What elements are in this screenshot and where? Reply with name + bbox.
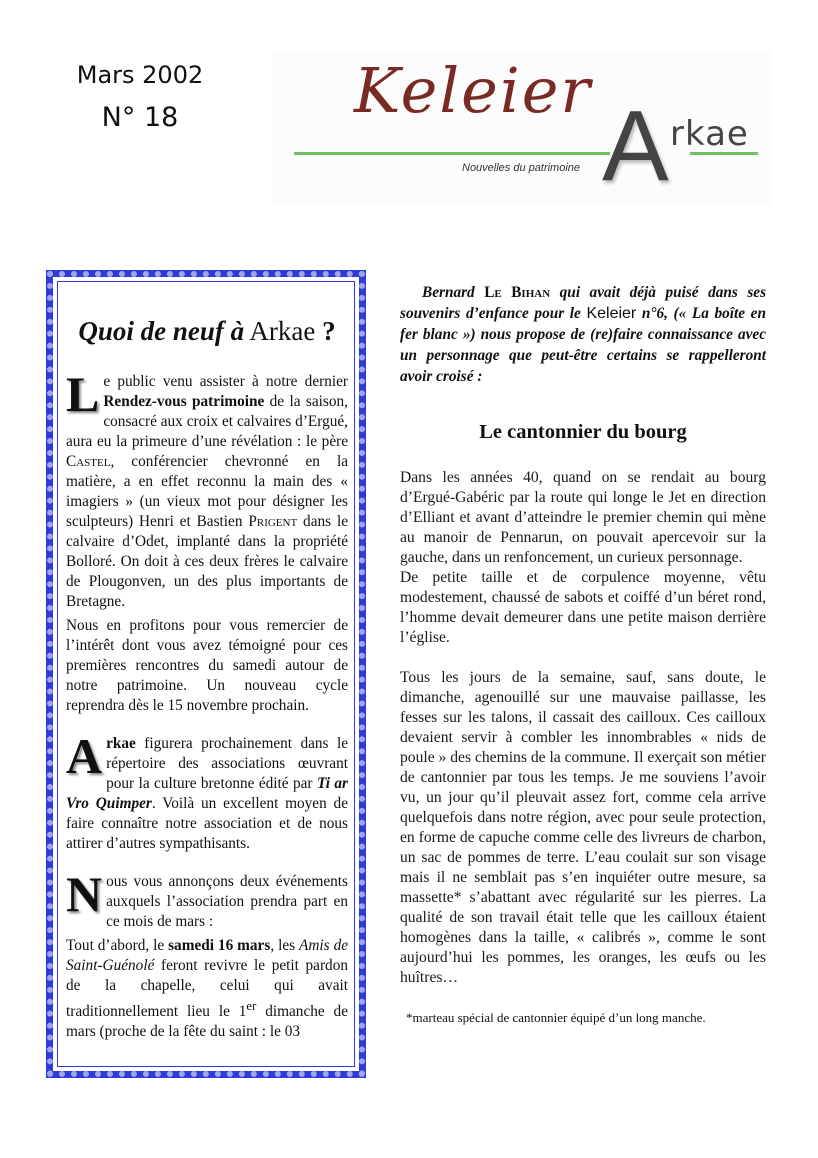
sidebar-title-question: ? <box>322 316 336 346</box>
keleier-arkae-logo <box>272 50 772 206</box>
name-castel: Castel <box>66 453 111 470</box>
news-sidebar-inner <box>57 281 355 1067</box>
text-span: . Voilà un excellent moyen de faire connaître notre association et de nous attirer d’autres sympathisants. <box>66 795 348 852</box>
article-footnote: *marteau spécial de cantonnier équipé d’un long manche. <box>406 1010 706 1025</box>
text-span: , les <box>270 937 300 954</box>
text-span: qui avait déjà puisé dans ses souvenirs d’enfance pour le <box>400 284 767 322</box>
text-span: n°6, (« La boîte en fer blanc ») nous propose de (re)faire connaissance avec un personnage que peut-être certains se rappelleront avoir croisé : <box>400 305 766 385</box>
logo-big-letter: A <box>602 90 669 202</box>
issue-date-block <box>60 58 220 138</box>
article-column <box>400 282 766 1026</box>
article-title: Le cantonnier du bourg <box>479 421 687 443</box>
bold-span: rkae <box>106 735 136 752</box>
text-span: de la saison, consacré aux croix et calvaires d’Ergué, aura eu la primeure d’une révélation : le père <box>66 393 348 450</box>
sidebar-title <box>66 314 348 348</box>
event-date: samedi 16 mars <box>168 937 271 954</box>
text-span: ous vous annonçons deux événements auxquels l’association prendra part en ce mois de mars : <box>106 873 348 930</box>
sidebar-paragraph-3 <box>66 728 348 854</box>
article-paragraph-2: De petite taille et de corpulence moyenne, vêtu modestement, chaussé de sabots et coiffé d’un béret rond, l’homme devait demeurer dans une petite maison derrière l’église. <box>400 569 766 646</box>
author-last: Le Bihan <box>484 284 551 301</box>
dropcap-n: N <box>66 866 103 922</box>
sidebar-title-arkae: Arkae <box>249 316 316 346</box>
logo-tagline: Nouvelles du patrimoine <box>462 162 581 174</box>
text-span: , conférencier chevronné en la matière, a en effet reconnu la main des « imagiers » (un vieux mot pour désigner les sculpteurs) Henri et Bastien <box>66 453 348 530</box>
association-name: Amis de Saint-Guénolé <box>66 937 349 974</box>
superscript: er <box>246 999 257 1013</box>
dropcap-l: L <box>66 366 100 422</box>
article-paragraph-3: Tous les jours de la semaine, sauf, sans doute, le dimanche, agenouillé sur une mauvaise paillasse, les fesses sur les talons, il cassait des cailloux. Ces cailloux devaient servir à combler les innombrables « nids de poule » des chemins de la commune. Il exerçait son métier de cantonnier par tous les temps. Je me souviens l’avoir vu, un jour qu’il pleuvait assez fort, comme cela arrive quelquefois dans notre région, avec pour seule protection, en forme de capuche comme celle des livreurs de charbon, un sac de pommes de terre. L’eau coulait sur son visage mais il ne semblait pas s’en inquiéter outre mesure, sa massette* s’abattant avec régularité sur les pierres. La qualité de son travail était telle que les cailloux étaient homogènes dans la taille, « calibrés », comme le sont aujourd’hui les pommes, les oranges, les œufs ou les huîtres… <box>400 669 766 986</box>
text-span: Tout d’abord, le <box>66 937 169 954</box>
text-span: dimanche de mars (proche de la fête du saint : le 03 <box>66 1003 348 1041</box>
name-prigent: Prigent <box>248 513 298 530</box>
sidebar-paragraph-1 <box>66 366 348 612</box>
sidebar-paragraph-2: Nous en profitons pour vous remercier de l’intérêt dont vous avez témoigné pour ces premières rencontres du samedi autour de notre patrimoine. Un nouveau cycle reprendra dès le 15 novembre prochain. <box>66 617 348 714</box>
logo-title: Keleier <box>354 54 593 127</box>
bold-span: Rendez-vous patrimoine <box>103 393 265 410</box>
text-span: feront revivre le petit pardon de la chapelle, celui qui avait traditionnellement lieu le 1 <box>66 957 348 1021</box>
author-first: Bernard <box>422 284 485 301</box>
text-span: e public venu assister à notre dernier <box>103 373 348 390</box>
text-span: figurera prochainement dans le répertoire des associations œuvrant pour la culture bretonne édité par <box>106 735 348 792</box>
logo-green-line <box>294 152 610 155</box>
keleier-ref: Keleier <box>586 305 637 322</box>
logo-arkae-text: rkae <box>670 114 749 154</box>
sidebar-paragraph-4 <box>66 866 348 932</box>
dropcap-a: A <box>66 728 103 784</box>
article-paragraph-1: Dans les années 40, quand on se rendait au bourg d’Ergué-Gabéric par la route qui longe le Jet en direction d’Elliant et avant d’atteindre le premier chemin qui mène au manoir de Pennarun, on pouvait apercevoir sur la gauche, dans un renfoncement, un curieux personnage. <box>400 469 766 566</box>
issue-number: N° 18 <box>101 102 179 133</box>
publisher-name: Ti ar Vro Quimper <box>66 775 348 812</box>
article-intro <box>400 282 766 387</box>
sidebar-paragraph-5 <box>66 936 348 1042</box>
sidebar-title-italic: Quoi de neuf à <box>78 316 245 346</box>
news-sidebar-box <box>47 271 365 1077</box>
issue-month: Mars 2002 <box>76 61 204 89</box>
text-span: dans le calvaire d’Odet, implanté dans la propriété Bolloré. On doit à ces deux frères le calvaire de Plougonven, un des plus importants de Bretagne. <box>66 513 348 610</box>
